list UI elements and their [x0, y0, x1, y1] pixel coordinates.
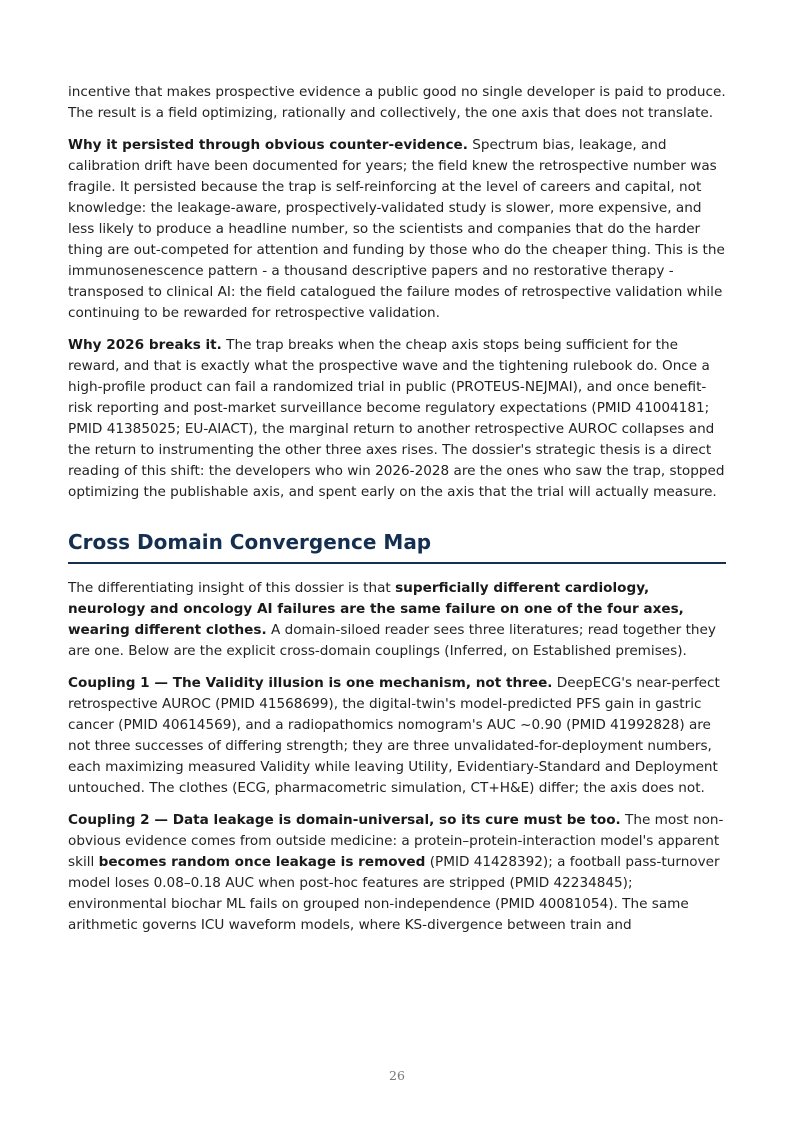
paragraph-coupling-2: [68, 810, 726, 936]
paragraph-text: Spectrum bias, leakage, and calibration drift have been documented for years; the field knew the retrospective number was fragile. It persisted because the trap is self-reinforcing at the level of careers and capital, not knowledge: the leakage-aware, prospectively-validated study is slower, more expensive, and less likely to produce a headline number, so the scientists and companies that do the harder thing are out-competed for attention and funding by those who do the cheaper thing. This is the immunosenescence pattern - a thousand descriptive papers and no restorative therapy - transposed to clinical AI: the field catalogued the failure modes of retrospective validation while continuing to be rewarded for retrospective validation.: [68, 137, 725, 321]
paragraph-lead: Why 2026 breaks it.: [68, 337, 222, 353]
paragraph-section-intro: [68, 578, 726, 662]
paragraph-coupling-1: [68, 673, 726, 799]
page-number: 26: [389, 1068, 405, 1083]
paragraph-text: A domain-siloed reader sees three literatures; read together they are one. Below are the explicit cross-domain couplings (Inferred, on Established premises).: [68, 622, 716, 659]
paragraph-incentive: [68, 82, 726, 124]
paragraph-persisted: [68, 135, 726, 324]
paragraph-text: The differentiating insight of this dossier is that: [68, 580, 396, 596]
paragraph-text: The most non-obvious evidence comes from outside medicine: a protein–protein-interaction model's apparent skill: [68, 812, 724, 870]
paragraph-2026-breaks: [68, 335, 726, 503]
paragraph-lead: Why it persisted through obvious counter-evidence.: [68, 137, 468, 153]
section-heading: Cross Domain Convergence Map: [68, 529, 726, 564]
paragraph-lead: Coupling 2 — Data leakage is domain-universal, so its cure must be too.: [68, 812, 621, 828]
paragraph-emphasis: becomes random once leakage is removed: [98, 854, 426, 870]
paragraph-text: incentive that makes prospective evidence a public good no single developer is paid to produce. The result is a field optimizing, rationally and collectively, the one axis that does not translate.: [68, 84, 726, 121]
paragraph-lead: Coupling 1 — The Validity illusion is one mechanism, not three.: [68, 675, 553, 691]
paragraph-text: (PMID 41428392); a football pass-turnover model loses 0.08–0.18 AUC when post-hoc features are stripped (PMID 42234845); environmental biochar ML fails on grouped non-independence (PMID 40081054). The same arithmetic governs ICU waveform models, where KS-divergence between train and: [68, 854, 720, 933]
paragraph-emphasis: superficially different cardiology, neurology and oncology AI failures are the same failure on one of the four axes, wearing different clothes.: [68, 580, 684, 638]
paragraph-text: The trap breaks when the cheap axis stops being sufficient for the reward, and that is exactly what the prospective wave and the tightening rulebook do. Once a high-profile product can fail a randomized trial in public (PROTEUS-NEJMAI), and once benefit-risk reporting and post-market surveillance become regulatory expectations (PMID 41004181; PMID 41385025; EU-AIACT), the marginal return to another retrospective AUROC collapses and the return to instrumenting the other three axes rises. The dossier's strategic thesis is a direct reading of this shift: the developers who win 2026-2028 are the ones who saw the trap, stopped optimizing the publishable axis, and spent early on the axis that the trial will actually measure.: [68, 337, 725, 500]
document-body: [68, 82, 726, 947]
paragraph-text: DeepECG's near-perfect retrospective AUROC (PMID 41568699), the digital-twin's model-predicted PFS gain in gastric cancer (PMID 40614569), and a radiopathomics nomogram's AUC ~0.90 (PMID 41992828) are not three successes of differing strength; they are three unvalidated-for-deployment numbers, each maximizing measured Validity while leaving Utility, Evidentiary-Standard and Deployment untouched. The clothes (ECG, pharmacometric simulation, CT+H&E) differ; the axis does not.: [68, 675, 720, 796]
